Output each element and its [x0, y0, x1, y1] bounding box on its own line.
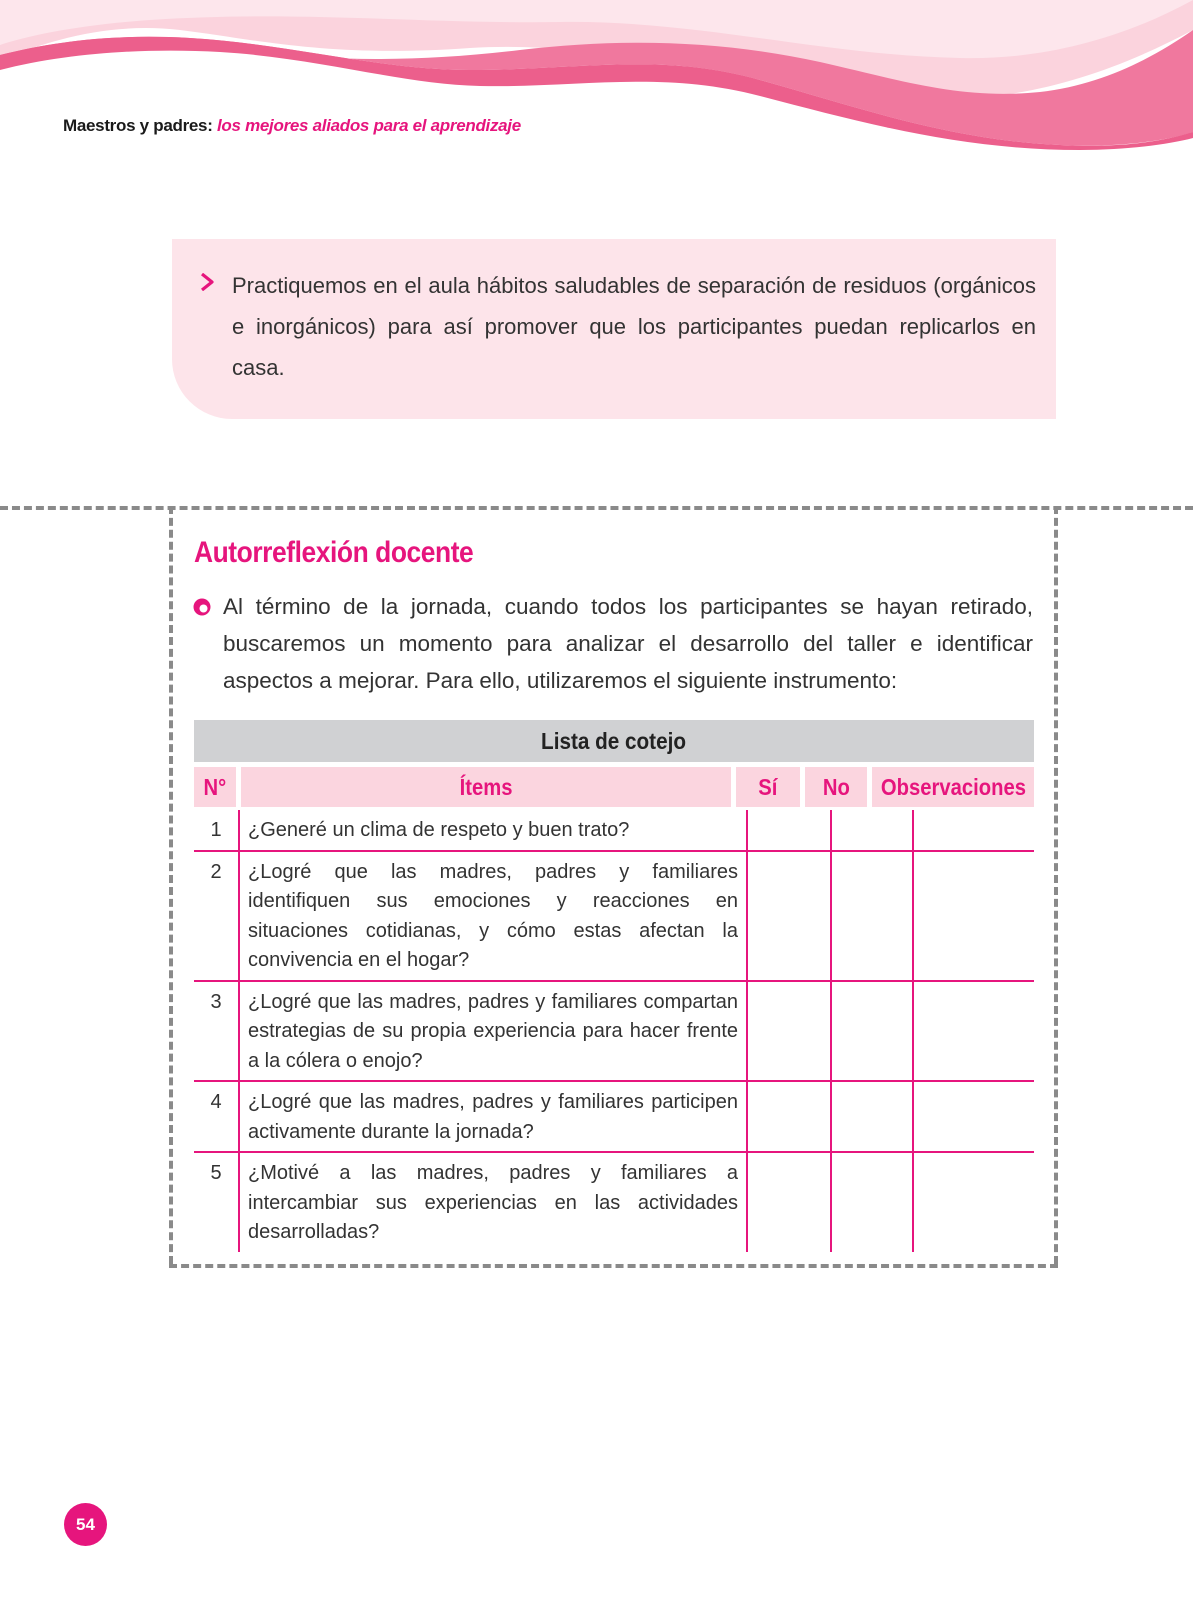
table-row	[194, 981, 1034, 1082]
table-caption-text: Lista de cotejo	[541, 727, 687, 754]
running-header	[63, 116, 521, 136]
row-number: 2	[194, 851, 239, 981]
yes-cell[interactable]	[747, 981, 831, 1082]
dashed-frame-bottom	[169, 1264, 1058, 1268]
dashed-divider	[0, 506, 1193, 510]
no-cell[interactable]	[831, 851, 913, 981]
observations-cell[interactable]	[913, 981, 1034, 1082]
row-number: 3	[194, 981, 239, 1082]
row-item: ¿Motivé a las madres, padres y familiares a intercambiar sus experiencias en las actividades desarrolladas?	[239, 1152, 747, 1252]
row-item: ¿Logré que las madres, padres y familiares compartan estrategias de su propia experiencia para hacer frente a la cólera o enojo?	[239, 981, 747, 1082]
header-number: N°	[194, 767, 236, 807]
observations-cell[interactable]	[913, 810, 1034, 851]
observations-cell[interactable]	[913, 851, 1034, 981]
header-wave-decoration	[0, 0, 1193, 160]
yes-cell[interactable]	[747, 1152, 831, 1252]
row-number: 1	[194, 810, 239, 851]
checklist-body	[194, 810, 1034, 1252]
table-header-row	[194, 767, 1034, 807]
table-row	[194, 851, 1034, 981]
header-yes: Sí	[736, 767, 800, 807]
note-box	[172, 239, 1056, 419]
chevron-right-icon	[200, 273, 214, 291]
row-item: ¿Logré que las madres, padres y familiares participen activamente durante la jornada?	[239, 1081, 747, 1152]
section-title: Autorreflexión docente	[194, 536, 474, 569]
observations-cell[interactable]	[913, 1081, 1034, 1152]
dashed-frame-left	[169, 506, 173, 1264]
row-number: 4	[194, 1081, 239, 1152]
observations-cell[interactable]	[913, 1152, 1034, 1252]
intro-paragraph: Al término de la jornada, cuando todos los participantes se hayan retirado, buscaremos un momento para analizar el desarrollo del taller e identificar aspectos a mejorar. Para ello, utilizaremos el siguiente instrumento:	[223, 594, 1033, 693]
yes-cell[interactable]	[747, 810, 831, 851]
page-number: 54	[76, 1514, 95, 1534]
table-row	[194, 1152, 1034, 1252]
row-item: ¿Generé un clima de respeto y buen trato?	[239, 810, 747, 851]
row-number: 5	[210, 1162, 222, 1184]
no-cell[interactable]	[831, 1152, 913, 1252]
running-header-prefix: Maestros y padres:	[63, 116, 213, 135]
running-header-subtitle: los mejores aliados para el aprendizaje	[217, 116, 521, 135]
yes-cell[interactable]	[747, 851, 831, 981]
note-text: Practiquemos en el aula hábitos saludables de separación de residuos (orgánicos e inorgánicos) para así promover que los participantes puedan replicarlos en casa.	[232, 273, 1036, 380]
header-items: Ítems	[241, 767, 731, 807]
header-observations: Observaciones	[872, 767, 1034, 807]
bullet-icon	[193, 598, 211, 616]
page-number-badge	[64, 1503, 107, 1546]
dashed-frame-right	[1054, 506, 1058, 1264]
no-cell[interactable]	[831, 981, 913, 1082]
table-caption	[194, 720, 1034, 762]
yes-cell[interactable]	[747, 1081, 831, 1152]
checklist-table	[194, 720, 1034, 1252]
table-row	[194, 810, 1034, 851]
row-item: ¿Logré que las madres, padres y familiares identifiquen sus emociones y reacciones en situaciones cotidianas, y cómo estas afectan la convivencia en el hogar?	[239, 851, 747, 981]
table-row	[194, 1081, 1034, 1152]
no-cell[interactable]	[831, 1081, 913, 1152]
no-cell[interactable]	[831, 810, 913, 851]
header-no: No	[805, 767, 867, 807]
